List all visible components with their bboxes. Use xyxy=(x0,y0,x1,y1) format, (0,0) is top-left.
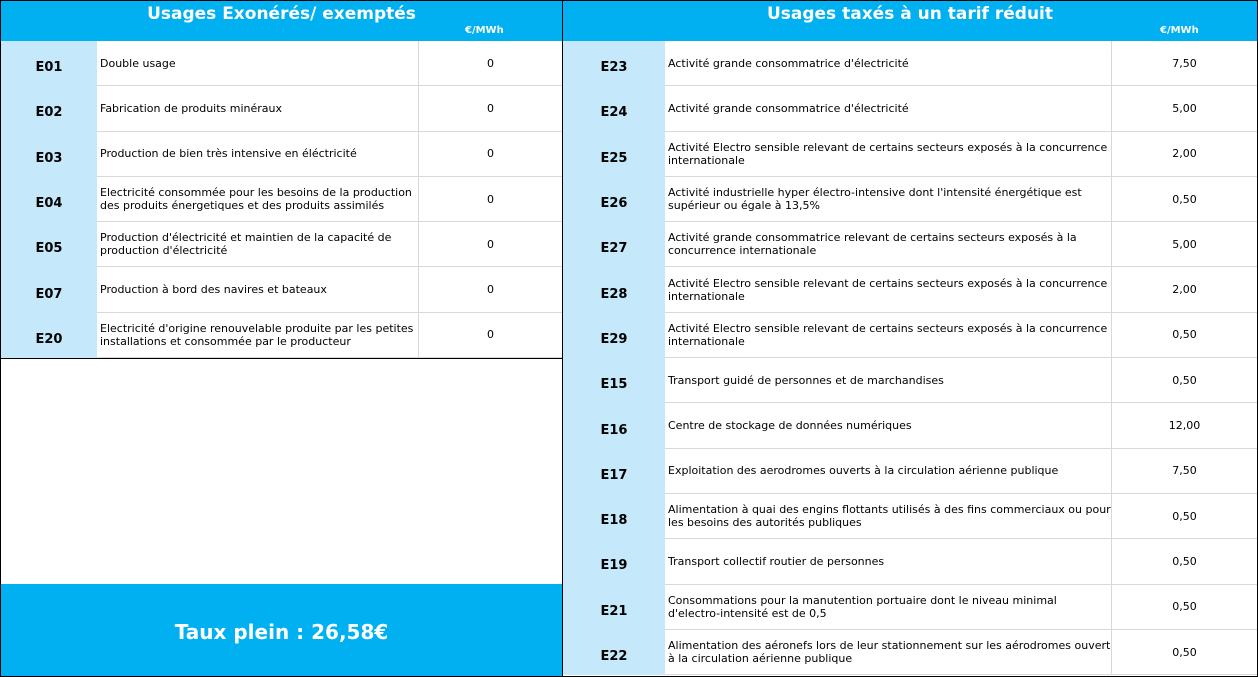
usage-description: Alimentation des aéronefs lors de leur stationnement sur les aérodromes ouvert à la circulation aérienne publique xyxy=(665,630,1112,675)
table-row xyxy=(563,403,1257,448)
rate-value: 2,00 xyxy=(1112,132,1257,177)
table-row xyxy=(563,585,1257,630)
usage-code: E23 xyxy=(563,41,665,86)
usage-code: E20 xyxy=(1,313,97,358)
usage-description: Exploitation des aerodromes ouverts à la circulation aérienne publique xyxy=(665,449,1112,494)
rate-value: 2,00 xyxy=(1112,267,1257,312)
table-row xyxy=(563,86,1257,131)
full-rate-banner: Taux plein : 26,58€ xyxy=(1,584,562,676)
table-row xyxy=(1,86,562,131)
usage-code: E03 xyxy=(1,132,97,177)
rate-value: 0 xyxy=(419,86,562,131)
usage-description: Activité Electro sensible relevant de certains secteurs exposés à la concurrence internationale xyxy=(665,313,1112,358)
usage-code: E19 xyxy=(563,539,665,584)
usage-description: Production d'électricité et maintien de la capacité de production d'électricité xyxy=(97,222,419,267)
table-row xyxy=(563,449,1257,494)
usage-description: Activité Electro sensible relevant de certains secteurs exposés à la concurrence internationale xyxy=(665,267,1112,312)
table-row xyxy=(1,267,562,312)
usage-description: Activité grande consommatrice d'électricité xyxy=(665,41,1112,86)
usage-code: E07 xyxy=(1,267,97,312)
table-row xyxy=(1,41,562,86)
rate-value: 0,50 xyxy=(1112,177,1257,222)
usage-description: Electricité consommée pour les besoins de la production des produits énergetiques et des produits assimilés xyxy=(97,177,419,222)
usage-code: E16 xyxy=(563,403,665,448)
table-row xyxy=(563,358,1257,403)
usage-code: E17 xyxy=(563,449,665,494)
rate-value: 0 xyxy=(419,132,562,177)
usage-code: E25 xyxy=(563,132,665,177)
reduced-table xyxy=(563,41,1257,675)
usage-code: E22 xyxy=(563,630,665,675)
usage-code: E15 xyxy=(563,358,665,403)
table-row xyxy=(563,132,1257,177)
usage-description: Activité industrielle hyper électro-intensive dont l'intensité énergétique est supérieur ou égale à 13,5% xyxy=(665,177,1112,222)
usage-description: Electricité d'origine renouvelable produite par les petites installations et consommée par le producteur xyxy=(97,313,419,358)
table-row xyxy=(563,267,1257,312)
rate-value: 5,00 xyxy=(1112,86,1257,131)
usage-description: Activité Electro sensible relevant de certains secteurs exposés à la concurrence internationale xyxy=(665,132,1112,177)
usage-description: Activité grande consommatrice relevant de certains secteurs exposés à la concurrence internationale xyxy=(665,222,1112,267)
usage-code: E05 xyxy=(1,222,97,267)
rate-value: 0,50 xyxy=(1112,630,1257,675)
usage-code: E28 xyxy=(563,267,665,312)
rate-value: 0 xyxy=(419,177,562,222)
usage-code: E21 xyxy=(563,585,665,630)
usage-description: Centre de stockage de données numériques xyxy=(665,403,1112,448)
rate-value: 0,50 xyxy=(1112,494,1257,539)
exempt-panel xyxy=(0,0,563,677)
rate-value: 0,50 xyxy=(1112,313,1257,358)
exempt-header xyxy=(1,1,562,41)
usage-code: E04 xyxy=(1,177,97,222)
rate-value: 0 xyxy=(419,267,562,312)
usage-description: Double usage xyxy=(97,41,419,86)
usage-code: E18 xyxy=(563,494,665,539)
usage-description: Production à bord des navires et bateaux xyxy=(97,267,419,312)
usage-description: Activité grande consommatrice d'électricité xyxy=(665,86,1112,131)
table-row xyxy=(1,222,562,267)
table-row xyxy=(563,630,1257,675)
rate-value: 7,50 xyxy=(1112,41,1257,86)
usage-code: E24 xyxy=(563,86,665,131)
rate-value: 5,00 xyxy=(1112,222,1257,267)
rate-value: 0 xyxy=(419,41,562,86)
rate-value: 12,00 xyxy=(1112,403,1257,448)
usage-description: Transport guidé de personnes et de marchandises xyxy=(665,358,1112,403)
rate-value: 0,50 xyxy=(1112,358,1257,403)
reduced-unit: €/MWh xyxy=(1160,25,1199,36)
rate-value: 0,50 xyxy=(1112,585,1257,630)
rate-value: 0 xyxy=(419,313,562,358)
usage-code: E27 xyxy=(563,222,665,267)
table-row xyxy=(1,313,562,358)
table-row xyxy=(563,313,1257,358)
table-row xyxy=(1,132,562,177)
rate-value: 0,50 xyxy=(1112,539,1257,584)
reduced-header xyxy=(563,1,1257,41)
usage-description: Transport collectif routier de personnes xyxy=(665,539,1112,584)
usage-code: E01 xyxy=(1,41,97,86)
exempt-title: Usages Exonérés/ exemptés xyxy=(147,4,416,24)
reduced-panel xyxy=(563,0,1258,677)
table-row xyxy=(1,177,562,222)
rate-value: 7,50 xyxy=(1112,449,1257,494)
usage-code: E02 xyxy=(1,86,97,131)
exempt-table xyxy=(1,41,562,359)
table-row xyxy=(563,539,1257,584)
usage-code: E29 xyxy=(563,313,665,358)
table-row xyxy=(563,177,1257,222)
exempt-unit: €/MWh xyxy=(465,25,504,36)
usage-description: Fabrication de produits minéraux xyxy=(97,86,419,131)
usage-description: Consommations pour la manutention portuaire dont le niveau minimal d'electro-intensité est de 0,5 xyxy=(665,585,1112,630)
usage-description: Production de bien très intensive en éléctricité xyxy=(97,132,419,177)
usage-description: Alimentation à quai des engins flottants utilisés à des fins commerciaux ou pour les besoins des autorités publiques xyxy=(665,494,1112,539)
table-row xyxy=(563,41,1257,86)
reduced-title: Usages taxés à un tarif réduit xyxy=(766,4,1054,24)
table-row xyxy=(563,494,1257,539)
table-row xyxy=(563,222,1257,267)
usage-code: E26 xyxy=(563,177,665,222)
rate-value: 0 xyxy=(419,222,562,267)
